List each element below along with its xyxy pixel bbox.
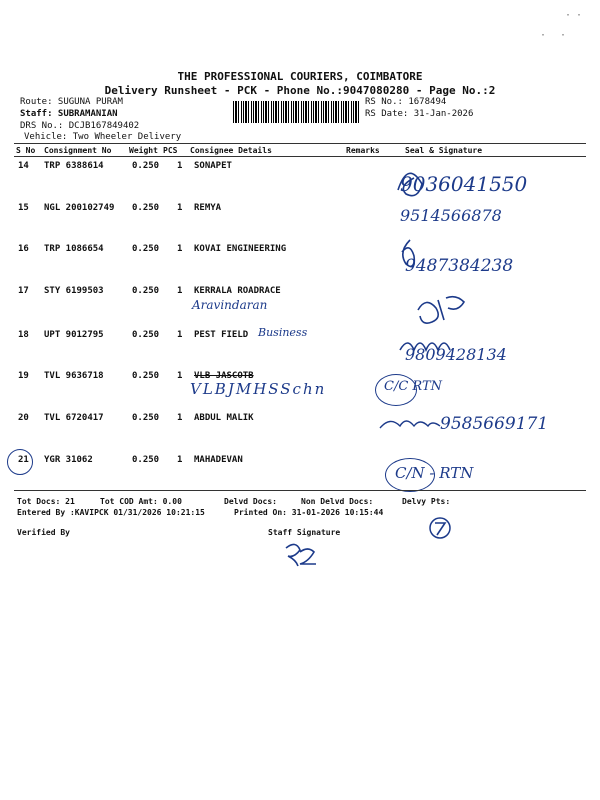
- rs-date: RS Date: 31-Jan-2026: [365, 109, 474, 119]
- route-label: Route: SUGUNA PURAM: [20, 97, 123, 107]
- table-row-weight: 0.250: [132, 244, 160, 254]
- table-row-sno: 16: [18, 244, 29, 254]
- table-row-weight: 0.250: [132, 455, 160, 465]
- drs-number: DRS No.: DCJB167849402: [20, 121, 140, 131]
- col-seal-signature: Seal & Signature: [405, 146, 483, 155]
- col-remarks: Remarks: [346, 146, 380, 155]
- handwritten-note: Aravindaran: [192, 298, 268, 312]
- handwritten-note: VLBJMHSSchn: [190, 380, 327, 398]
- table-row-consignment: STY 6199503: [44, 286, 104, 296]
- signature-handwriting: 9809428134: [405, 345, 507, 364]
- staff-signature-label: Staff Signature: [268, 528, 341, 537]
- table-row-weight: 0.250: [132, 330, 160, 340]
- signature-handwriting: 9514566878: [400, 206, 502, 225]
- delivered-docs: Delvd Docs:: [224, 497, 277, 506]
- table-row-consignment: TRP 1086654: [44, 244, 104, 254]
- table-row-sno: 17: [18, 286, 29, 296]
- signature-handwriting: C/C RTN: [384, 379, 443, 394]
- col-consignee: Consignee Details: [190, 146, 272, 155]
- signature-scribble: [418, 297, 464, 323]
- table-row-sno: 15: [18, 203, 29, 213]
- signature-handwriting: 9585669171: [440, 414, 549, 434]
- table-row-pcs: 1: [177, 286, 183, 296]
- table-row-consignee: KOVAI ENGINEERING: [194, 244, 287, 254]
- table-row-sno: 18: [18, 330, 29, 340]
- col-sno: S No: [16, 146, 36, 155]
- table-row-sno: 21: [18, 455, 29, 465]
- table-row-weight: 0.250: [132, 286, 160, 296]
- scan-speck: ·: [540, 30, 547, 41]
- entered-by: Entered By :KAVIPCK 01/31/2026 10:21:15: [17, 508, 205, 517]
- table-row-pcs: 1: [177, 413, 183, 423]
- delivery-points-mark: [435, 523, 445, 535]
- delivery-points: Delvy Pts:: [402, 497, 451, 506]
- table-row-sno: 20: [18, 413, 29, 423]
- runsheet-subtitle: Delivery Runsheet - PCK - Phone No.:9047080280 - Page No.:2: [104, 84, 496, 97]
- staff-label: Staff: SUBRAMANIAN: [20, 109, 118, 119]
- table-row-weight: 0.250: [132, 371, 160, 381]
- table-row-consignment: NGL 200102749: [44, 203, 115, 213]
- table-row-sno: 19: [18, 371, 29, 381]
- table-row-pcs: 1: [177, 244, 183, 254]
- signature-scribble: [398, 173, 422, 195]
- signature-scribble: [402, 240, 414, 267]
- signature-handwriting: 9487384238: [405, 256, 514, 276]
- signature-handwriting: 9036041550: [400, 172, 528, 196]
- table-row-consignee: PEST FIELD: [194, 330, 249, 340]
- table-row-pcs: 1: [177, 371, 183, 381]
- col-consignment: Consignment No: [44, 146, 112, 155]
- table-row-consignment: TRP 6388614: [44, 161, 104, 171]
- table-row-pcs: 1: [177, 455, 183, 465]
- table-row-consignee: KERRALA ROADRACE: [194, 286, 281, 296]
- verified-by: Verified By: [17, 528, 70, 537]
- table-row-weight: 0.250: [132, 203, 160, 213]
- signature-scribble: [400, 343, 450, 350]
- table-row-consignee: REMYA: [194, 203, 222, 213]
- handwritten-note: Business: [258, 326, 308, 339]
- col-weight: Weight: [129, 146, 158, 155]
- signature-handwriting: C/N - RTN: [395, 464, 474, 482]
- non-delivered-docs: Non Delvd Docs:: [301, 497, 374, 506]
- printed-on: Printed On: 31-01-2026 10:15:44: [234, 508, 384, 517]
- staff-signature-mark: [286, 544, 316, 566]
- total-cod-amount: Tot COD Amt: 0.00: [100, 497, 182, 506]
- table-row-pcs: 1: [177, 203, 183, 213]
- scan-speck: ·: [576, 10, 583, 21]
- total-docs: Tot Docs: 21: [17, 497, 75, 506]
- table-row-consignee: ABDUL MALIK: [194, 413, 254, 423]
- vehicle-label: Vehicle: Two Wheeler Delivery: [24, 132, 182, 142]
- table-row-weight: 0.250: [132, 413, 160, 423]
- table-row-consignment: TVL 6720417: [44, 413, 104, 423]
- table-row-pcs: 1: [177, 161, 183, 171]
- scan-speck: ·: [565, 10, 572, 21]
- col-pcs: PCS: [163, 146, 178, 155]
- table-row-consignment: TVL 9636718: [44, 371, 104, 381]
- table-row-consignee: VLB JASCOTB: [194, 371, 254, 381]
- delivery-points-circle: [430, 518, 450, 538]
- table-row-sno: 14: [18, 161, 29, 171]
- rs-number: RS No.: 1678494: [365, 97, 447, 107]
- table-row-consignment: YGR 31062: [44, 455, 93, 465]
- table-row-consignment: UPT 9012795: [44, 330, 104, 340]
- company-title: THE PROFESSIONAL COURIERS, COIMBATORE: [177, 70, 423, 83]
- table-row-pcs: 1: [177, 330, 183, 340]
- table-row-weight: 0.250: [132, 161, 160, 171]
- signature-scribble: [380, 421, 440, 428]
- scan-speck: ·: [560, 30, 567, 41]
- table-row-consignee: MAHADEVAN: [194, 455, 243, 465]
- table-row-consignee: SONAPET: [194, 161, 232, 171]
